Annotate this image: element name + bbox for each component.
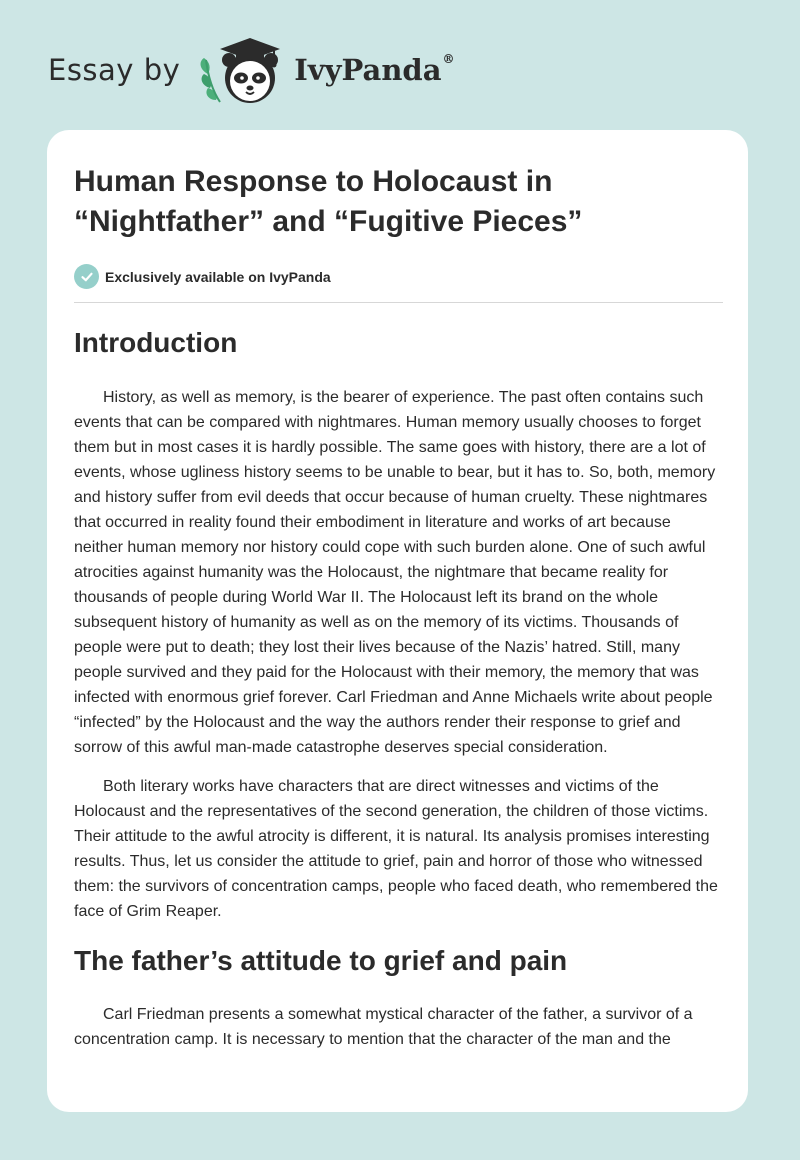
- badge-text: Exclusively available on IvyPanda: [105, 268, 331, 285]
- registered-mark: ®: [442, 52, 455, 67]
- divider: [74, 302, 723, 303]
- brand-prefix: Essay by: [48, 53, 181, 87]
- exclusive-badge: [74, 264, 723, 289]
- section-heading-fathers-attitude: The father’s attitude to grief and pain: [74, 945, 568, 976]
- check-icon: [74, 264, 99, 289]
- section-heading-introduction: Introduction: [74, 327, 238, 358]
- brand-header: [48, 30, 455, 110]
- essay-card: [47, 130, 748, 1112]
- brand-name-text: IvyPanda: [294, 53, 442, 87]
- paragraph: Both literary works have characters that are direct witnesses and victims of the Holocaust and the representatives of the second generation, the children of those victims. Their attitude to the awful atrocity is different, it is natural. Its analysis promises interesting results. Thus, let us consider the attitude to grief, pain and horror of those who witnessed them: the survivors of concentration camps, people who faced death, who remembered the face of Grim Reaper.: [74, 778, 718, 920]
- paragraph: Carl Friedman presents a somewhat mystical character of the father, a survivor of a concentration camp. It is necessary to mention that the character of the man and the: [74, 1006, 693, 1048]
- essay-content: [74, 162, 723, 1052]
- paragraph: History, as well as memory, is the bearer of experience. The past often contains such events that can be compared with nightmares. Human memory usually chooses to forget them but in most cases it is hardly possible. The same goes with history, there are a lot of events, whose ugliness history seems to be unable to bear, but it has to. So, both, memory and history suffer from evil deeds that occur because of human cruelty. These nightmares that occurred in reality found their embodiment in literature and works of art because neither human memory nor history could cope with such burden alone. One of such awful atrocities against humanity was the Holocaust, the nightmare that became reality for thousands of people during World War II. The Holocaust left its brand on the whole subsequent history of humanity as well as on the memory of its victims. Thousands of people were put to death; they lost their lives because of the Nazis’ hatred. Still, many people survived and they paid for the Holocaust with their memory, the memory that was infected with enormous grief forever. Carl Friedman and Anne Michaels write about people “infected” by the Holocaust and the way the authors render their response to grief and sorrow of this awful man-made catastrophe deserves special consideration.: [74, 389, 716, 756]
- panda-graduate-icon: [194, 30, 290, 110]
- brand-name: [294, 53, 454, 87]
- essay-title: Human Response to Holocaust in “Nightfather” and “Fugitive Pieces”: [74, 165, 583, 238]
